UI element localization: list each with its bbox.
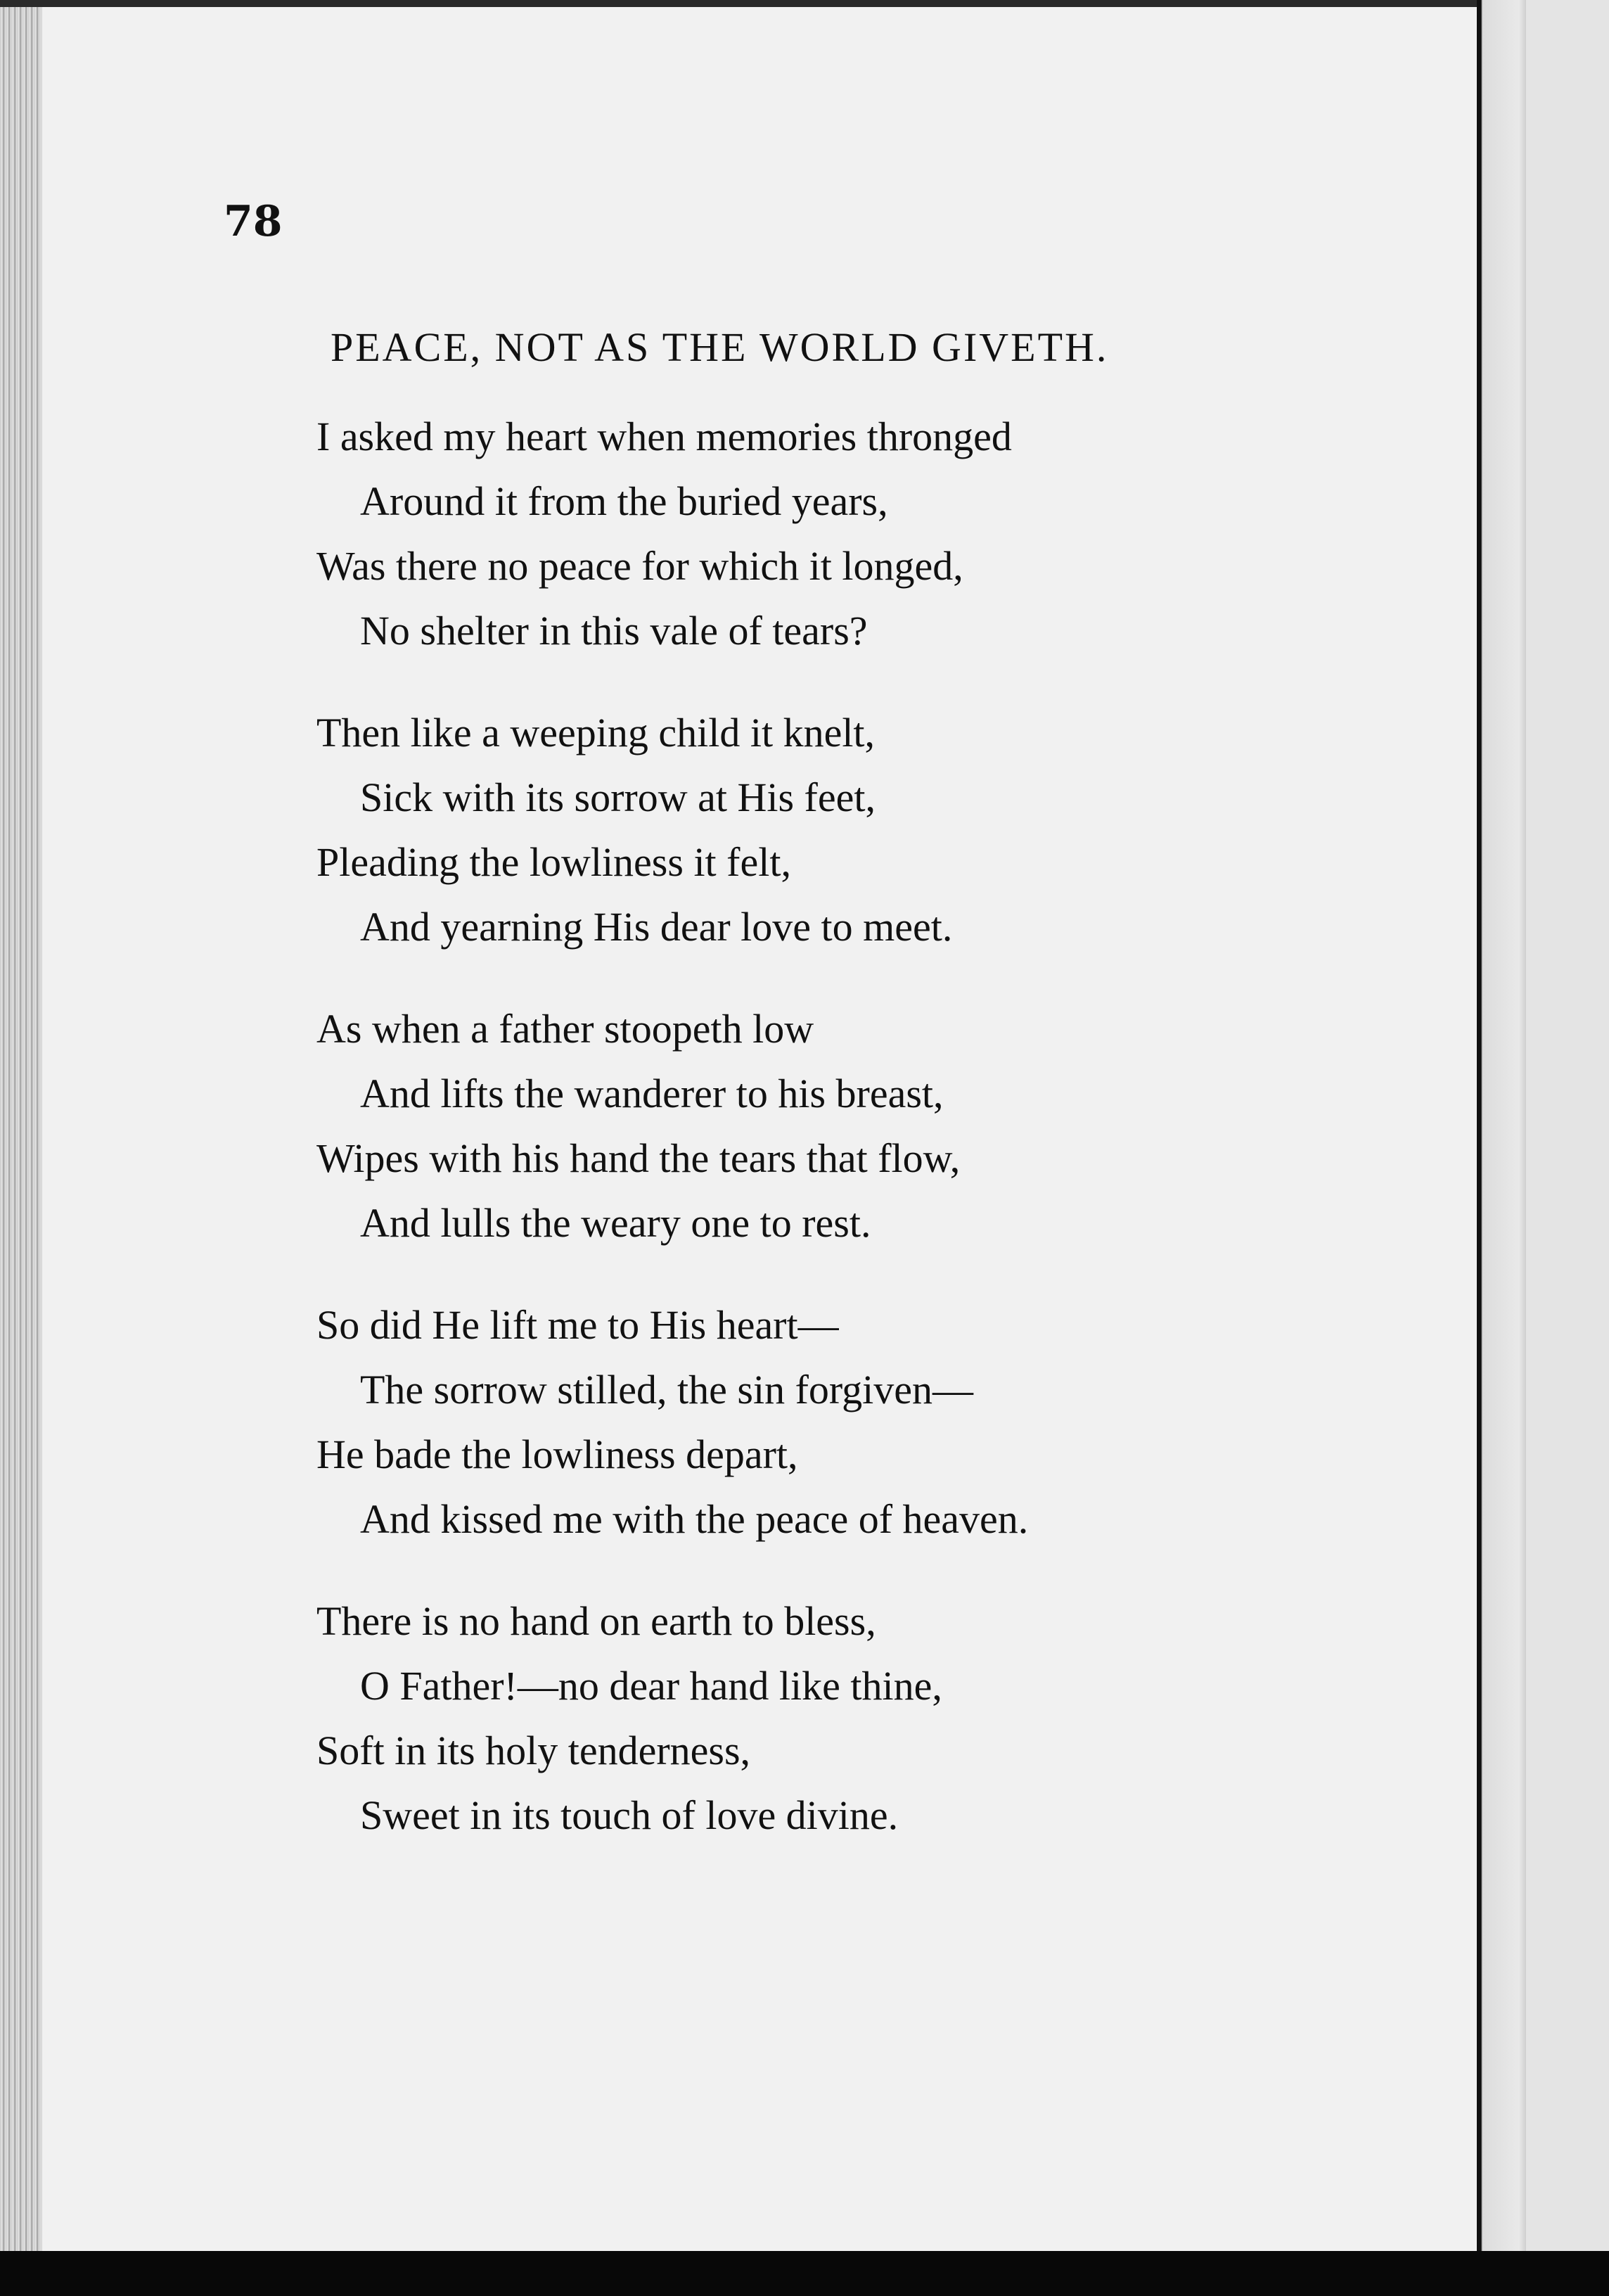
poem-title: PEACE, NOT AS THE WORLD GIVETH.	[331, 324, 1109, 370]
stanza-1	[316, 404, 1231, 663]
book-gutter	[1477, 0, 1526, 2251]
stanza-3	[316, 997, 1231, 1256]
poem-line: O Father!—no dear hand like thine,	[360, 1663, 942, 1709]
poem-line: And lifts the wanderer to his breast,	[360, 1071, 944, 1116]
poem-line: Sick with its sorrow at His feet,	[360, 774, 876, 820]
stanza-4	[316, 1293, 1231, 1552]
poem-line: Was there no peace for which it longed,	[316, 543, 963, 589]
poem-body	[316, 404, 1231, 1885]
poem-line: I asked my heart when memories thronged	[316, 414, 1012, 459]
poem-line: And kissed me with the peace of heaven.	[360, 1496, 1029, 1542]
poem-line: There is no hand on earth to bless,	[316, 1598, 876, 1644]
poem-line: Wipes with his hand the tears that flow,	[316, 1135, 961, 1181]
poem-line: He bade the lowliness depart,	[316, 1431, 798, 1477]
poem-line: And yearning His dear love to meet.	[360, 904, 953, 950]
scan-bottom-border	[0, 2251, 1609, 2296]
stanza-5	[316, 1589, 1231, 1848]
poem-line: Pleading the lowliness it felt,	[316, 839, 791, 885]
poem-line: Sweet in its touch of love divine.	[360, 1792, 899, 1838]
poem-line: As when a father stoopeth low	[316, 1006, 814, 1052]
poem-line: No shelter in this vale of tears?	[360, 608, 868, 653]
poem-line: Then like a weeping child it knelt,	[316, 710, 876, 755]
poem-line: Around it from the buried years,	[360, 478, 888, 524]
book-page-right-edge	[1526, 0, 1609, 2251]
poem-line: The sorrow stilled, the sin forgiven—	[360, 1367, 974, 1412]
stanza-2	[316, 701, 1231, 959]
page-stack-edge	[0, 7, 42, 2279]
poem-line: So did He lift me to His heart—	[316, 1302, 839, 1348]
poem-line: And lulls the weary one to rest.	[360, 1200, 871, 1246]
page-number: 78	[224, 197, 283, 246]
poem-line: Soft in its holy tenderness,	[316, 1728, 751, 1773]
